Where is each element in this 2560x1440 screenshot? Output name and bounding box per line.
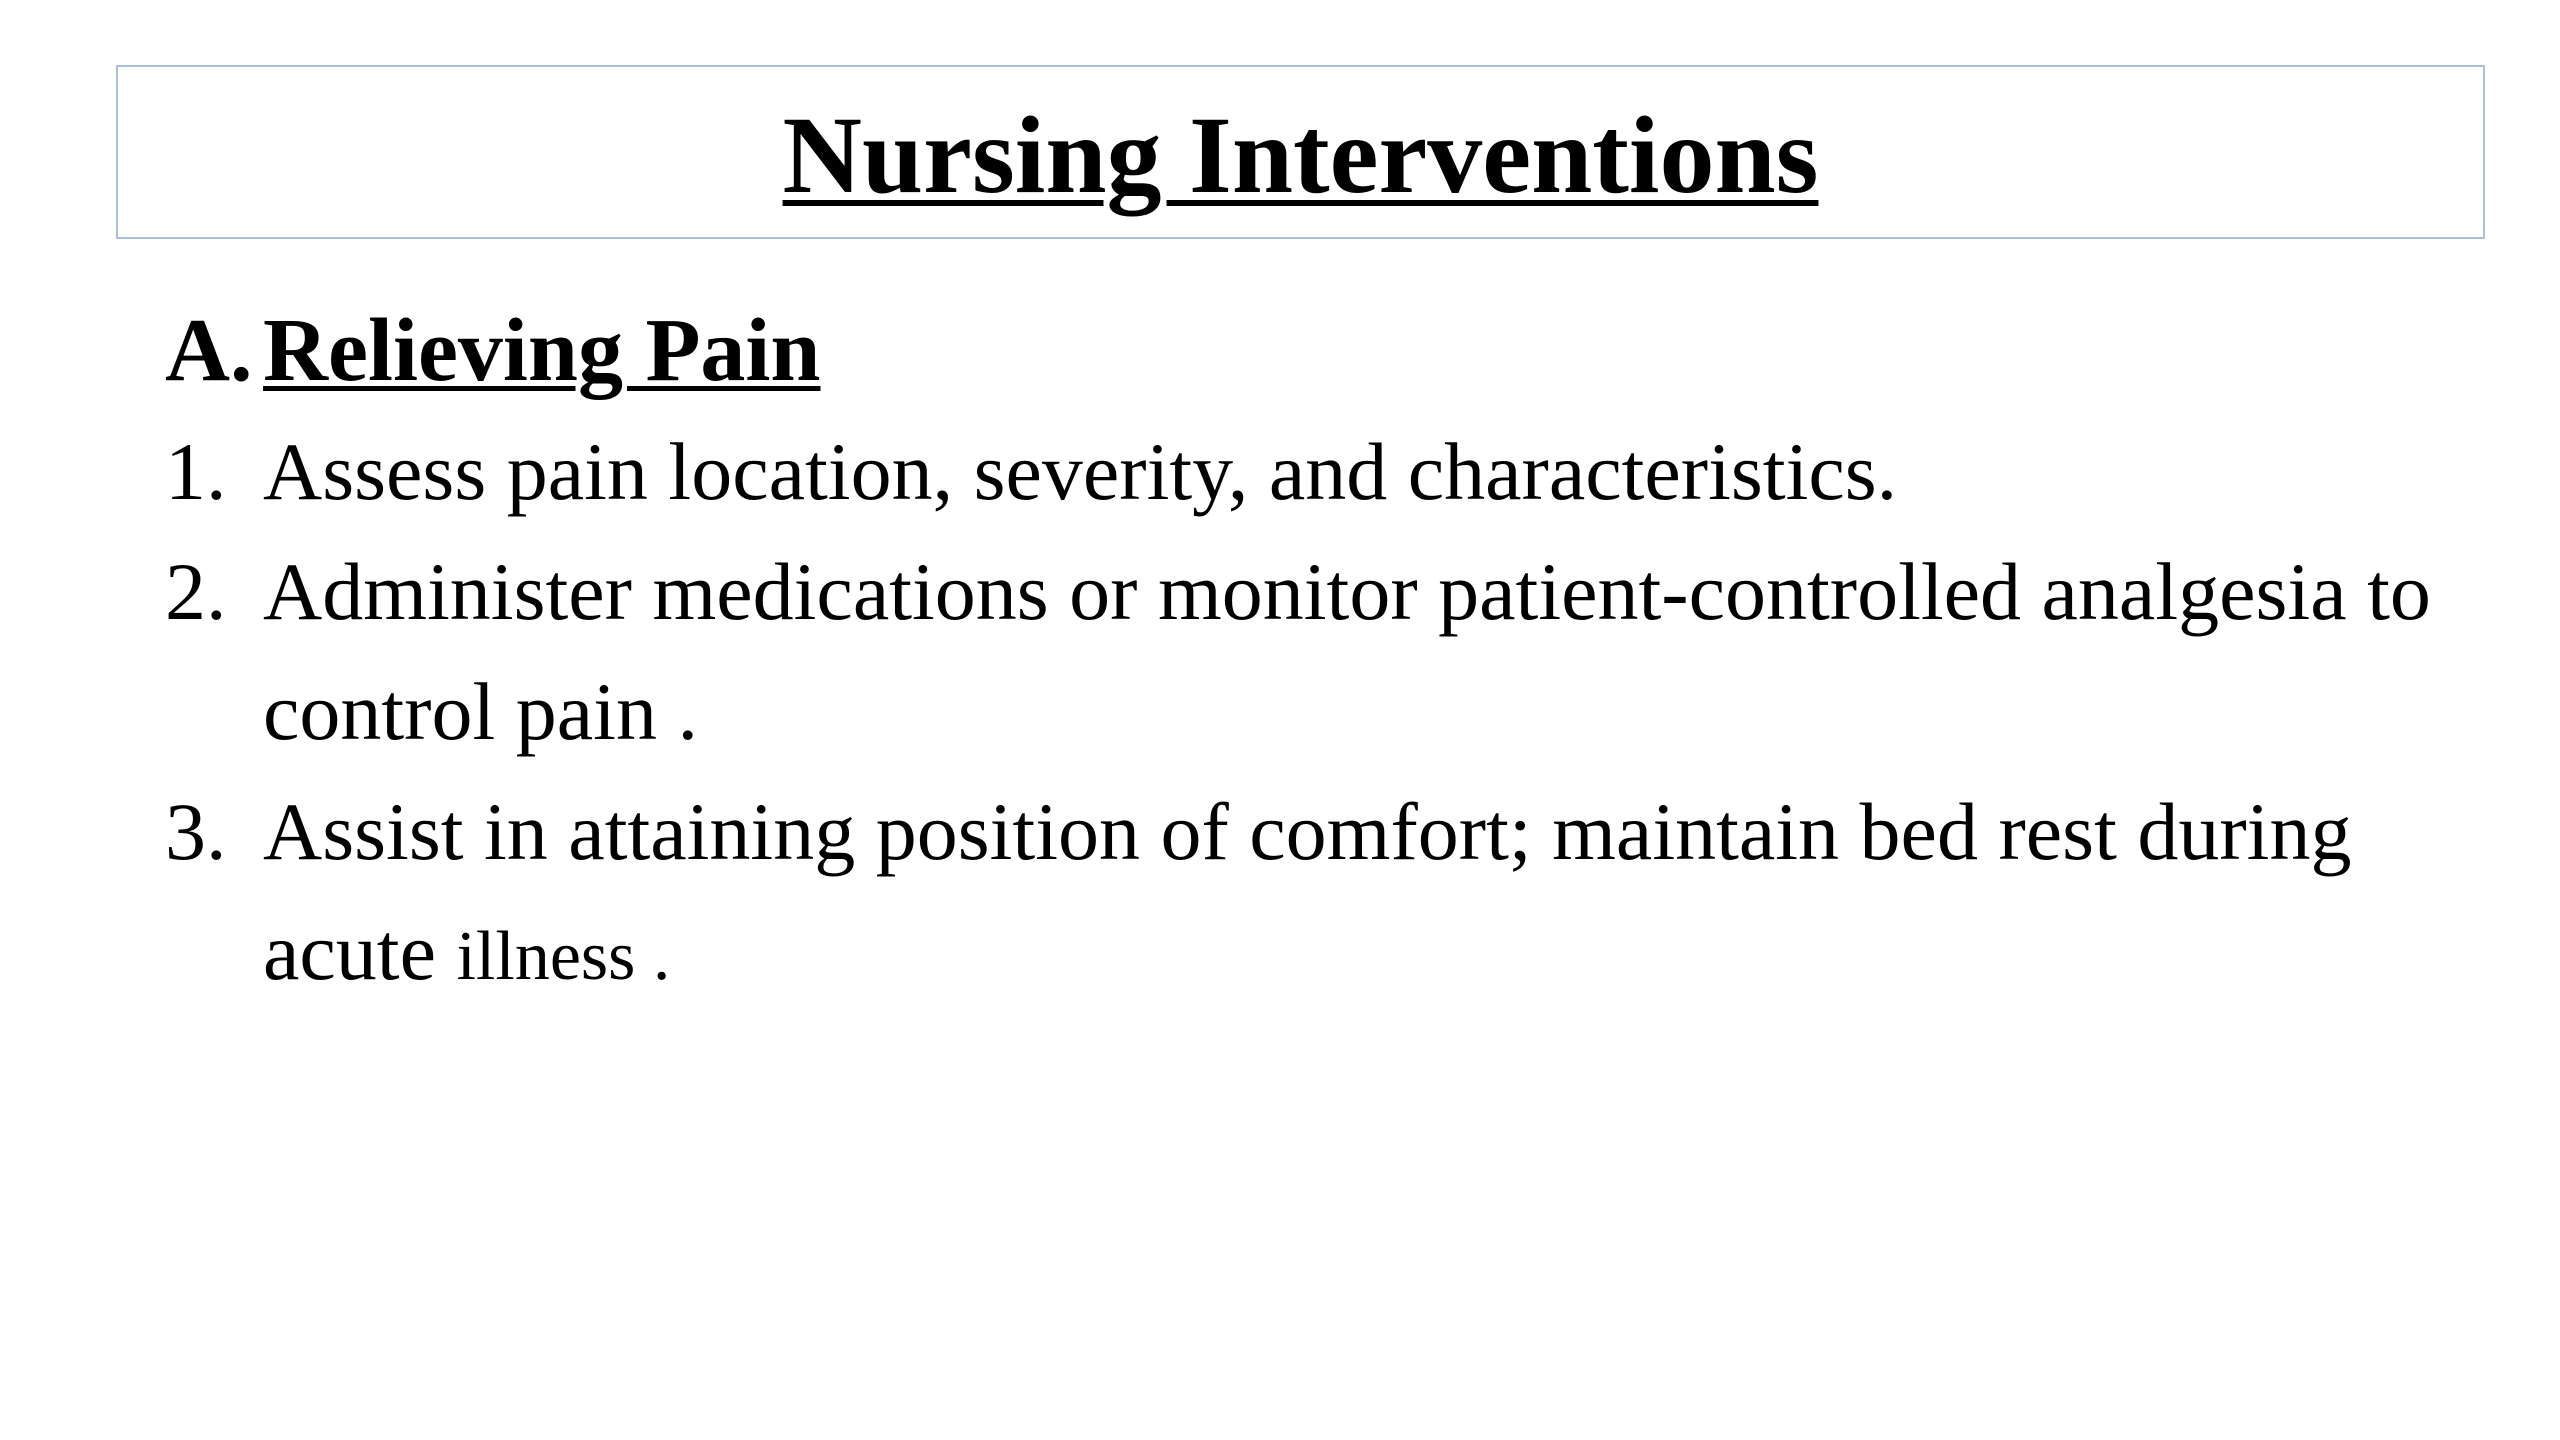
list-item-text — [263, 772, 2475, 1017]
list-item-number: 1. — [165, 426, 227, 517]
intervention-list — [165, 412, 2475, 1017]
list-item — [165, 412, 2475, 532]
slide-content — [165, 290, 2475, 1017]
list-item — [165, 532, 2475, 772]
title-box — [116, 65, 2485, 239]
list-item — [165, 772, 2475, 1017]
slide-title: Nursing Interventions — [782, 94, 1819, 216]
section-title: Relieving Pain — [263, 301, 821, 400]
section-letter: A. — [165, 301, 253, 400]
list-item-text: Administer medications or monitor patient-controlled analgesia to control pain . — [263, 546, 2431, 757]
list-item-text-main: Assist in attaining position of comfort; maintain bed rest during acute — [263, 786, 2352, 997]
list-item-text: Assess pain location, severity, and characteristics. — [263, 426, 1898, 517]
list-item-number: 3. — [165, 786, 227, 877]
section-heading — [165, 290, 2475, 412]
list-item-number: 2. — [165, 546, 227, 637]
list-item-text-small: illness . — [456, 918, 671, 995]
